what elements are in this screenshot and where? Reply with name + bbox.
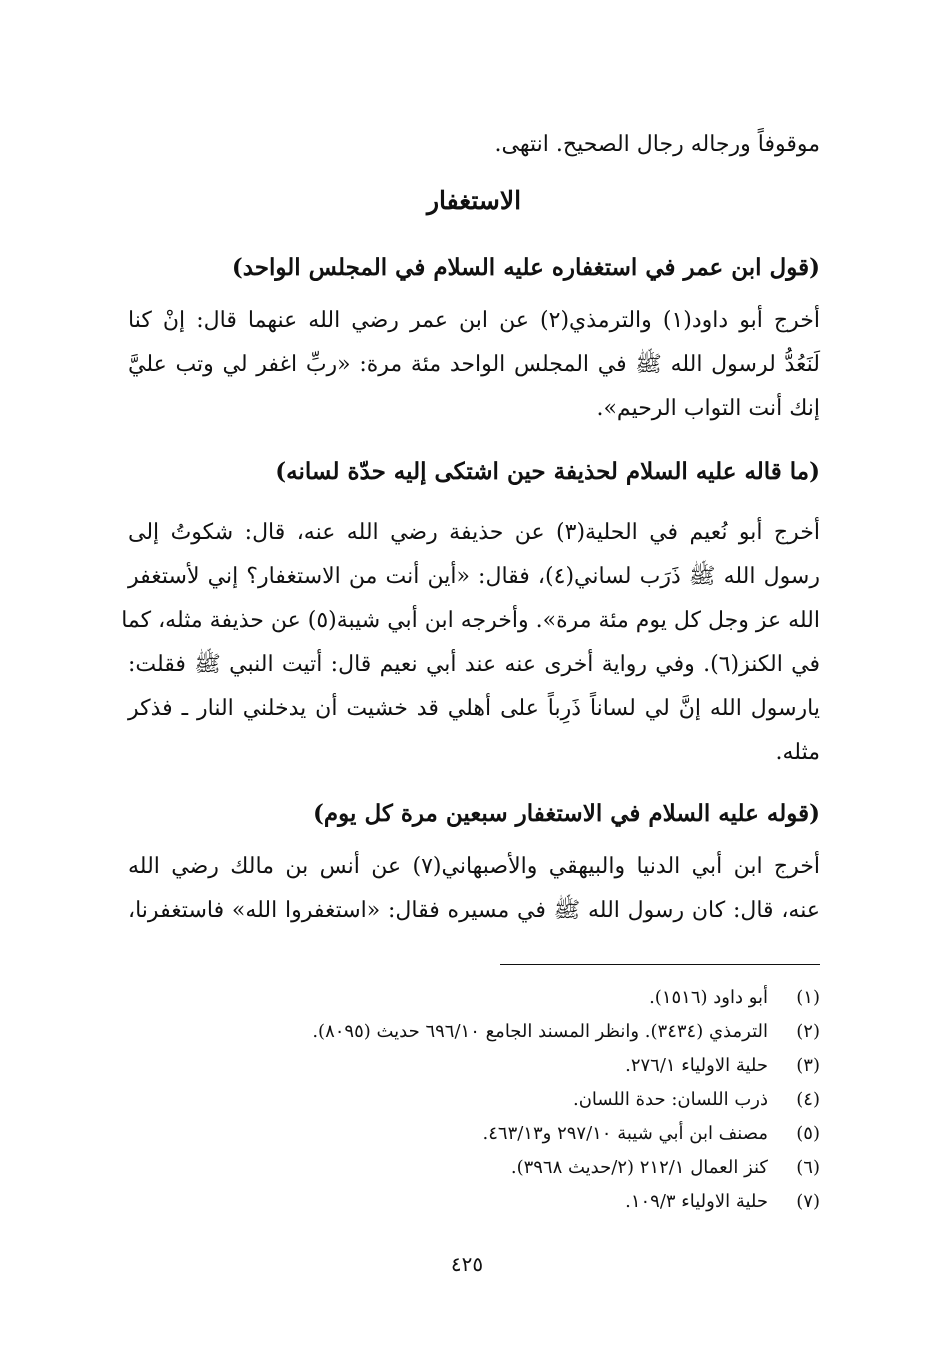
footnote-text: الترمذي (٣٤٣٤). وانظر المسند الجامع ٦٩٦/١٠ حديث (٨٠٩٥).	[312, 1021, 768, 1042]
body-line: أخرج ابن أبي الدنيا والبيهقي والأصبهاني(٧) عن أنس بن مالك رضي الله	[128, 854, 820, 879]
footnotes	[128, 984, 820, 1222]
footnote-text: كنز العمال ٢١٢/١ (٢/حديث ٣٩٦٨).	[510, 1157, 768, 1178]
body-line: مثله.	[775, 740, 820, 765]
subheading-seventy-times: (قوله عليه السلام في الاستغفار سبعين مرة كل يوم)	[313, 800, 820, 827]
footnote	[128, 1154, 820, 1188]
footnote-text: ذرب اللسان: حدة اللسان.	[572, 1089, 768, 1110]
body-line: أخرج أبو داود(١) والترمذي(٢) عن ابن عمر رضي الله عنهما قال: إنْ كنا	[128, 308, 820, 333]
footnote-text: مصنف ابن أبي شيبة ٢٩٧/١٠ و٤٦٣/١٣.	[482, 1123, 768, 1144]
paragraph-2	[121, 518, 821, 782]
footnote	[128, 1018, 820, 1052]
subheading-ibn-umar: (قول ابن عمر في استغفاره عليه السلام في المجلس الواحد)	[231, 254, 820, 281]
footnote	[128, 1052, 820, 1086]
footnote	[128, 1188, 820, 1222]
heading-block-2	[128, 458, 820, 485]
body-line: في الكنز(٦). وفي رواية أخرى عنه عند أبي نعيم قال: أتيت النبي ﷺ فقلت:	[128, 652, 821, 677]
paragraph-3	[128, 852, 820, 940]
heading-block-3	[128, 800, 820, 827]
footnote-number: (٧)	[796, 1191, 820, 1212]
body-line: موقوفاً ورجاله رجال الصحيح. انتهى.	[494, 132, 820, 157]
footnote-text: حلية الاولياء ٢٧٦/١.	[625, 1055, 768, 1076]
footnote-number: (٥)	[796, 1123, 820, 1144]
footnote	[128, 1086, 820, 1120]
heading-block-1	[128, 254, 820, 281]
subheading-hudhayfa: (ما قاله عليه السلام لحذيفة حين اشتكى إليه حدّة لسانه)	[275, 458, 820, 485]
footnote-number: (٦)	[796, 1157, 820, 1178]
body-line: يارسول الله إنَّ لي لساناً ذَرِباً على أهلي قد خشيت أن يدخلني النار ـ فذكر	[128, 696, 820, 721]
footnote-divider	[500, 964, 820, 965]
section-title: الاستغفار	[426, 186, 522, 215]
intro-line	[128, 130, 820, 174]
body-line: لَنَعُدُّ لرسول الله ﷺ في المجلس الواحد مئة مرة: «ربِّ اغفر لي وتب عليَّ	[128, 352, 820, 377]
body-line: أخرج أبو نُعيم في الحلية(٣) عن حذيفة رضي الله عنه، قال: شكوتُ إلى	[128, 520, 820, 545]
footnote-text: حلية الاولياء ١٠٩/٣.	[625, 1191, 768, 1212]
footnote-text: أبو داود (١٥١٦).	[649, 987, 768, 1008]
page-number: ٤٢٥	[450, 1252, 484, 1276]
body-line: الله عز وجل كل يوم مئة مرة». وأخرجه ابن أبي شيبة(٥) عن حذيفة مثله، كما	[121, 608, 820, 633]
footnote	[128, 984, 820, 1018]
footnote-number: (٢)	[796, 1021, 820, 1042]
footnote-number: (٤)	[796, 1089, 820, 1110]
footnote-number: (٣)	[796, 1055, 820, 1076]
section-title-block	[128, 186, 820, 215]
body-line: إنك أنت التواب الرحيم».	[596, 396, 820, 421]
footnote-number: (١)	[796, 987, 820, 1008]
paragraph-1	[128, 306, 820, 438]
footnote	[128, 1120, 820, 1154]
body-line: رسول الله ﷺ ذَرَب لساني(٤)، فقال: «أين أنت من الاستغفار؟ إني لأستغفر	[128, 564, 820, 589]
body-line: عنه، قال: كان رسول الله ﷺ في مسيره فقال: «استغفروا الله» فاستغفرنا،	[128, 898, 820, 923]
